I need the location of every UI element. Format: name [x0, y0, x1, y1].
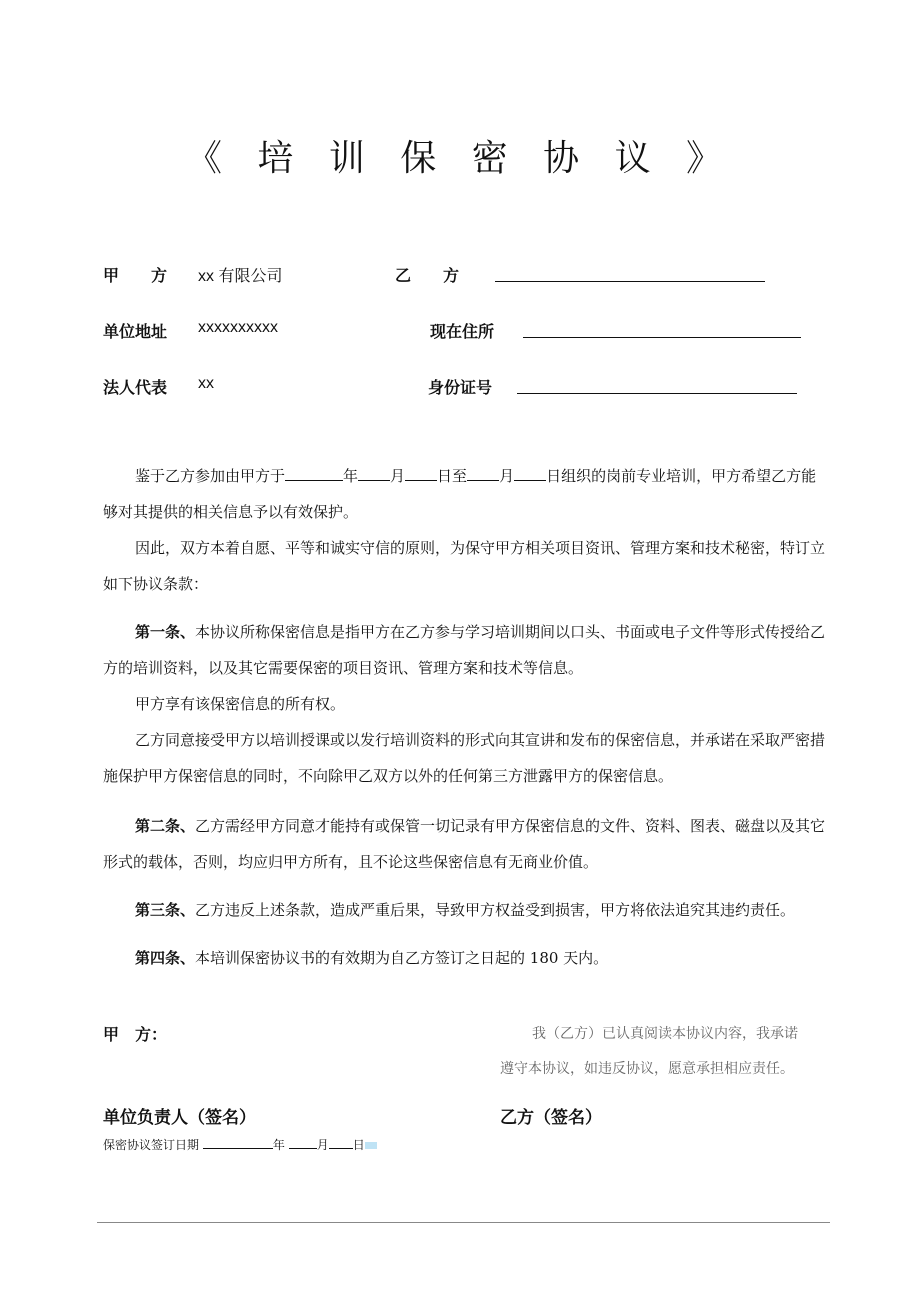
month-char: 月	[390, 467, 406, 485]
party-b-blank-line	[495, 281, 765, 282]
article-3-heading: 第三条、	[135, 901, 196, 919]
intro-paragraph-2: 因此，双方本着自愿、平等和诚实守信的原则，为保守甲方相关项目资讯、管理方案和技术秘密，特订立如下协议条款：	[103, 539, 826, 593]
residence-blank-line	[523, 337, 801, 338]
signing-month-char: 月	[316, 1138, 329, 1152]
party-b-signature-text: 乙方（签名）	[500, 1108, 602, 1128]
residence-label: 现在住所	[430, 322, 495, 341]
article-4	[103, 940, 828, 976]
signing-date-label: 保密协议签订日期	[103, 1138, 200, 1152]
signing-date-line	[103, 1136, 377, 1153]
document-title: 《 培 训 保 密 协 议 》	[185, 138, 735, 179]
party-a-label: 甲 方	[103, 266, 168, 285]
end-day-blank	[514, 464, 546, 481]
highlight-mark	[365, 1142, 377, 1149]
signing-month-blank	[289, 1136, 317, 1149]
end-month-blank	[467, 464, 499, 481]
pledge-line-1: 我（乙方）已认真阅读本协议内容，我承诺	[532, 1026, 798, 1042]
id-number-blank-line	[517, 393, 797, 394]
party-a-value: xx 有限公司	[198, 268, 283, 285]
day-to-text: 日至	[437, 467, 468, 485]
article-4-text: 本培训保密协议书的有效期为自乙方签订之日起的 180 天内。	[195, 949, 609, 967]
intro-paragraph-1	[103, 458, 828, 530]
footer-divider	[97, 1222, 830, 1223]
article-1	[103, 614, 828, 686]
article-2	[103, 808, 828, 880]
article-2-text: 乙方需经甲方同意才能持有或保管一切记录有甲方保密信息的文件、资料、图表、磁盘以及其它形式的载体，否则，均应归甲方所有，且不论这些保密信息有无商业价值。	[103, 817, 826, 871]
article-4-heading: 第四条、	[135, 949, 196, 967]
unit-head-signature-label	[103, 1103, 256, 1128]
legal-rep-value: xx	[198, 375, 214, 392]
signing-year-char: 年	[272, 1138, 285, 1152]
article-3	[103, 892, 828, 928]
address-label: 单位地址	[103, 322, 168, 341]
signing-year-blank	[203, 1136, 273, 1149]
year-char: 年	[343, 467, 359, 485]
signing-day-char: 日	[352, 1138, 365, 1152]
legal-rep-label: 法人代表	[103, 378, 168, 397]
start-year-blank	[285, 464, 343, 481]
intro-text-b: 日组织的岗前专业培训，甲方希望乙方能够对其提供的相关信息予以有效保护。	[103, 467, 817, 521]
article-2-heading: 第二条、	[135, 817, 196, 835]
pledge-line-2: 遵守本协议，如违反协议，愿意承担相应责任。	[500, 1061, 794, 1077]
unit-head-signature-text: 单位负责人（签名）	[103, 1108, 256, 1128]
address-value: xxxxxxxxxx	[198, 319, 278, 336]
article-1-commitment: 乙方同意接受甲方以培训授课或以发行培训资料的形式向其宣讲和发布的保密信息，并承诺在采取严密措施保护甲方保密信息的同时，不向除甲乙双方以外的任何第三方泄露甲方的保密信息。	[103, 731, 826, 785]
intro-text-a: 鉴于乙方参加由甲方于	[135, 467, 286, 485]
id-number-label: 身份证号	[428, 378, 493, 397]
signature-party-a: 甲 方：	[103, 1025, 168, 1044]
party-b-label: 乙 方	[395, 266, 460, 285]
party-b-signature-label	[500, 1103, 602, 1128]
start-month-blank	[358, 464, 390, 481]
article-1-heading: 第一条、	[135, 623, 196, 641]
signing-day-blank	[329, 1136, 353, 1149]
article-3-text: 乙方违反上述条款，造成严重后果，导致甲方权益受到损害，甲方将依法追究其违约责任。	[195, 901, 796, 919]
month-char-2: 月	[499, 467, 515, 485]
article-1-ownership: 甲方享有该保密信息的所有权。	[135, 695, 346, 713]
start-day-blank	[405, 464, 437, 481]
article-1-text: 本协议所称保密信息是指甲方在乙方参与学习培训期间以口头、书面或电子文件等形式传授给乙方的培训资料，以及其它需要保密的项目资讯、管理方案和技术等信息。	[103, 623, 826, 677]
